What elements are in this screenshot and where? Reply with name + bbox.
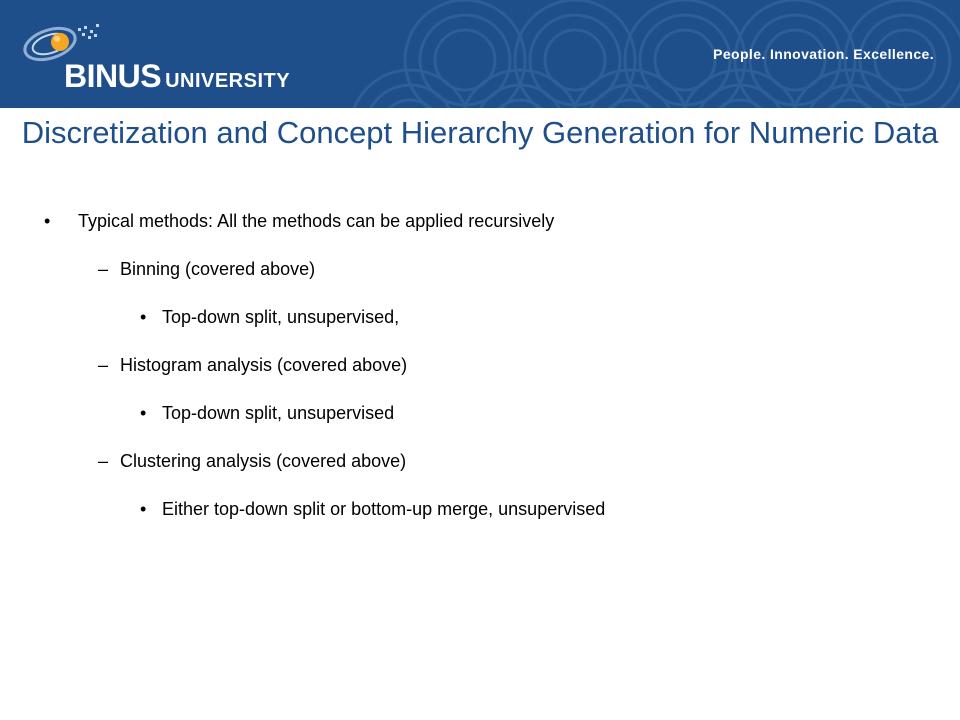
dash-marker: – [98,259,109,279]
dash-marker: – [98,355,109,375]
list-item-text: Typical methods: All the methods can be applied recursively [78,211,555,231]
brand-wordmark [64,58,290,95]
slide-header [0,0,960,108]
dash-marker: – [98,451,109,471]
list-item-text: Either top-down split or bottom-up merge, unsupervised [162,499,606,519]
slide-title: Discretization and Concept Hierarchy Generation for Numeric Data [21,115,939,150]
list-item-text: Histogram analysis (covered above) [120,355,408,375]
list-item-text: Clustering analysis (covered above) [120,451,407,471]
binus-logo-icon [8,14,118,64]
bullet-marker: • [44,211,51,231]
list-item-text: Top-down split, unsupervised, [162,307,400,327]
bullet-marker: • [140,307,147,327]
bullet-marker: • [140,403,147,423]
bullet-marker: • [140,499,147,519]
list-item-text: Binning (covered above) [120,259,316,279]
header-tagline: People. Innovation. Excellence. [713,46,934,62]
brand-sub: UNIVERSITY [165,70,291,92]
brand-name: BINUS [64,58,162,94]
list-item-text: Top-down split, unsupervised [162,403,395,423]
